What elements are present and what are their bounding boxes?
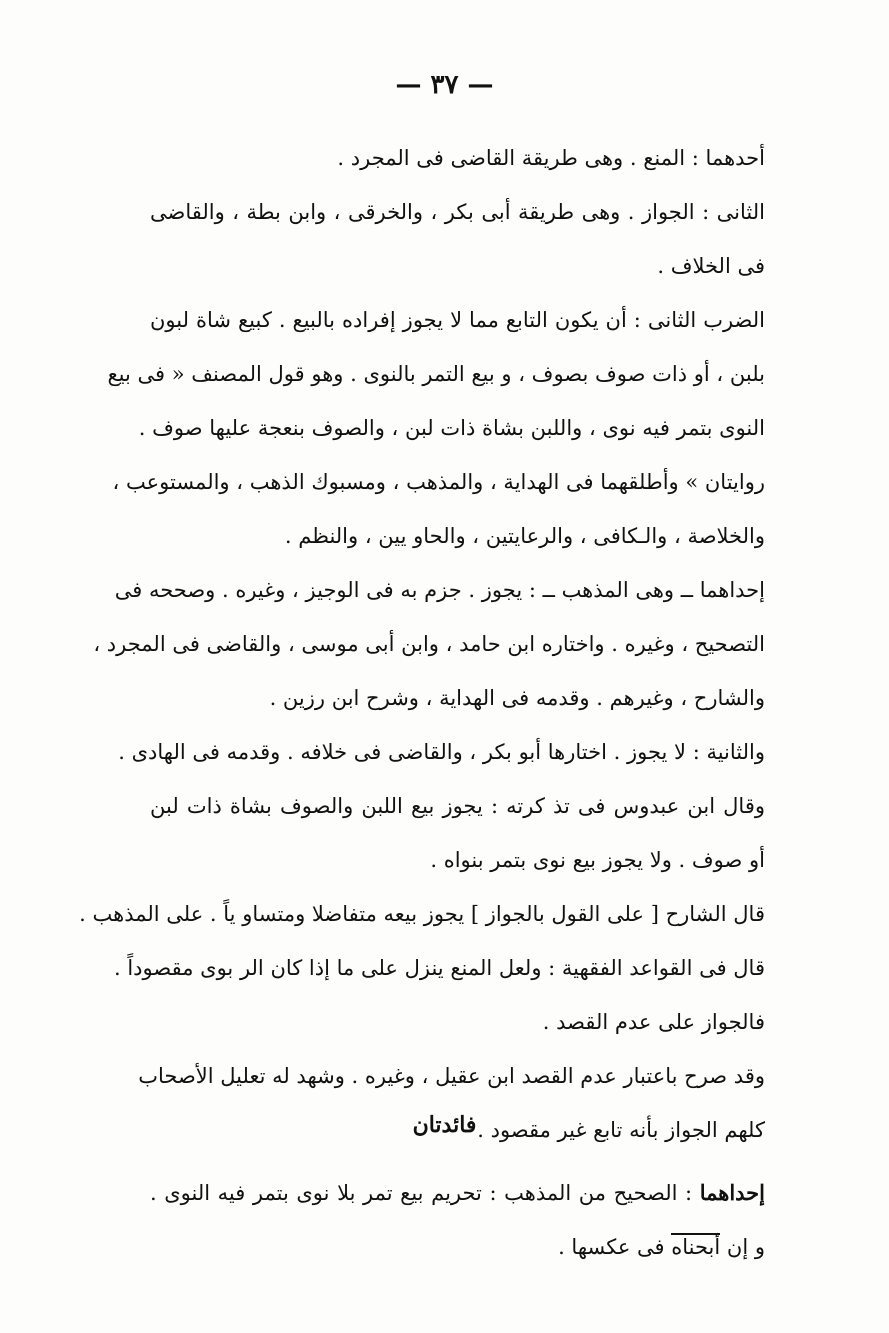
- text-line: التصحيح ، وغيره . واختاره ابن حامد ، وابن أبى موسى ، والقاضى فى المجرد ،: [93, 632, 765, 656]
- text-line: قال فى القواعد الفقهية : ولعل المنع ينزل على ما إذا كان الر بوى مقصوداً .: [114, 956, 765, 980]
- section-heading: فائدتان: [412, 1112, 477, 1138]
- page-number: — ٣٧ —: [395, 70, 494, 100]
- text-line: وقال ابن عبدوس فى تذ كرته : يجوز بيع اللبن والصوف بشاة ذات لبن: [150, 794, 765, 818]
- text-line: فالجواز على عدم القصد .: [542, 1010, 765, 1034]
- benefit-line-1: [150, 1166, 765, 1220]
- text-line: إحداهما ــ وهى المذهب ــ : يجوز . جزم به فى الوجيز ، وغيره . وصححه فى: [114, 578, 765, 602]
- text-line: بلبن ، أو ذات صوف بصوف ، و بيع التمر بالنوى . وهو قول المصنف « فى بيع: [107, 362, 765, 386]
- benefit-line-1-text: : الصحيح من المذهب : تحريم بيع تمر بلا نوى بتمر فيه النوى .: [150, 1181, 700, 1205]
- text-line: فى الخلاف .: [657, 254, 765, 278]
- benefit-line-2-pre: و إن: [720, 1235, 765, 1259]
- text-line: الثانى : الجواز . وهى طريقة أبى بكر ، والخرقى ، وابن بطة ، والقاضى: [150, 200, 765, 224]
- benefit-marked-word: أبحناه: [671, 1235, 721, 1259]
- text-line: والثانية : لا يجوز . اختارها أبو بكر ، والقاضى فى خلافه . وقدمه فى الهادى .: [118, 740, 765, 764]
- text-line: أو صوف . ولا يجوز بيع نوى بتمر بنواه .: [430, 848, 765, 872]
- text-line: وقد صرح باعتبار عدم القصد ابن عقيل ، وغيره . وشهد له تعليل الأصحاب: [138, 1064, 765, 1088]
- text-line: والشارح ، وغيرهم . وقدمه فى الهداية ، وشرح ابن رزين .: [269, 686, 765, 710]
- benefit-lead-word: إحداهما: [699, 1180, 765, 1205]
- text-line: النوى بتمر فيه نوى ، واللبن بشاة ذات لبن ، والصوف بنعجة عليها صوف .: [138, 416, 765, 440]
- main-text-block: [79, 131, 765, 1157]
- text-line: كلهم الجواز بأنه تابع غير مقصود .: [477, 1118, 765, 1142]
- benefit-block: [150, 1166, 765, 1274]
- text-line: روايتان » وأطلقهما فى الهداية ، والمذهب ، ومسبوك الذهب ، والمستوعب ،: [112, 470, 765, 494]
- benefit-line-2-post: فى عكسها .: [558, 1235, 672, 1259]
- text-line: قال الشارح [ على القول بالجواز ] يجوز بيعه متفاضلا ومتساو ياً . على المذهب .: [79, 902, 765, 926]
- text-line: الضرب الثانى : أن يكون التابع مما لا يجوز إفراده بالبيع . كبيع شاة لبون: [150, 308, 765, 332]
- text-line: والخلاصة ، والـكافى ، والرعايتين ، والحاو يين ، والنظم .: [284, 524, 765, 548]
- text-line: أحدهما : المنع . وهى طريقة القاضى فى المجرد .: [337, 146, 765, 170]
- benefit-line-2: [150, 1220, 765, 1274]
